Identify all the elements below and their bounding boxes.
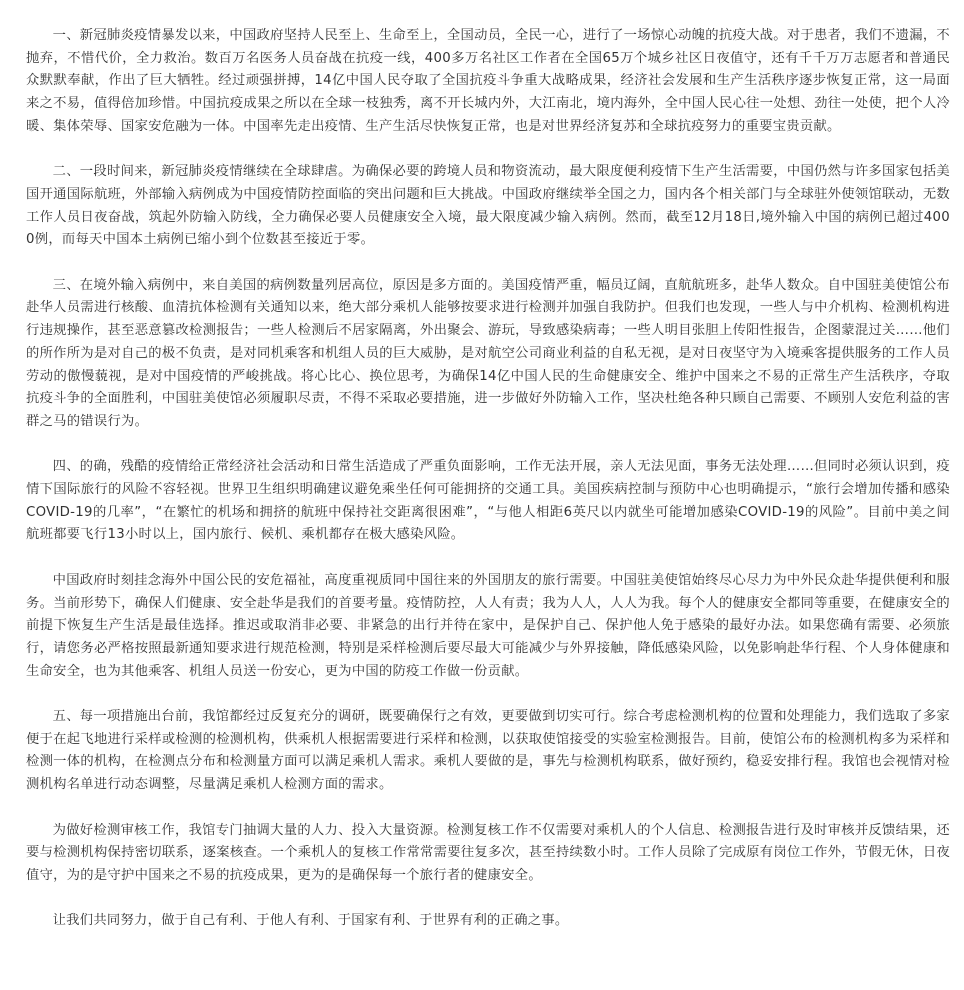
paragraph-8: 让我们共同努力，做于自己有利、于他人有利、于国家有利、于世界有利的正确之事。 — [52, 913, 569, 929]
paragraph-3: 三、在境外输入病例中，来自美国的病例数量列居高位，原因是多方面的。美国疫情严重，幅员辽阔，直航航班多，赴华人数众。自中国驻美使馆公布赴华人员需进行核酸、血清抗体检测有关通知以来，绝大部分乘机人能够按要求进行检测并加强自我防护。但我们也发现，一些人与中介机构、检测机构进行违规操作，甚至恶意篡改检测报告；一些人检测后不居家隔离，外出聚会、游玩，导致感染病毒；一些人明目张胆上传阳性报告，企图蒙混过关……他们的所作所为是对自己的极不负责，是对同机乘客和机组人员的巨大威胁，是对航空公司商业利益的自私无视，是对日夜坚守为入境乘客提供服务的工作人员劳动的傲慢藐视，是对中国疫情的严峻挑战。将心比心、换位思考，为确保14亿中国人民的生命健康安全、维护中国来之不易的正常生产生活秩序，夺取抗疫斗争的全面胜利，中国驻美使馆必须履职尽责，不得不采取必要措施，进一步做好外防输入工作，坚决杜绝各种只顾自己需要、不顾别人安危利益的害群之马的错误行为。 — [26, 277, 950, 429]
paragraph-1: 一、新冠肺炎疫情暴发以来，中国政府坚持人民至上、生命至上，全国动员，全民一心，进行了一场惊心动魄的抗疫大战。对于患者，我们不遗漏，不抛弃，不惜代价，全力救治。数百万名医务人员奋战在抗疫一线，400多万名社区工作者在全国65万个城乡社区日夜值守，还有千千万万志愿者和普通民众默默奉献，作出了巨大牺牲。经过顽强拼搏，14亿中国人民夺取了全国抗疫斗争重大战略成果，经济社会发展和生产生活秩序逐步恢复正常，这一局面来之不易，值得倍加珍惜。中国抗疫成果之所以在全球一枝独秀，离不开长城内外，大江南北，境内海外，全中国人民心往一处想、劲往一处使，把个人冷暖、集体荣辱、国家安危融为一体。中国率先走出疫情、生产生活尽快恢复正常，也是对世界经济复苏和全球抗疫努力的重要宝贵贡献。 — [26, 28, 950, 134]
paragraph-5: 中国政府时刻挂念海外中国公民的安危福祉，高度重视质同中国往来的外国朋友的旅行需要。中国驻美使馆始终尽心尽力为中外民众赴华提供便利和服务。当前形势下，确保人们健康、安全赴华是我们的首要考量。疫情防控，人人有责；我为人人，人人为我。每个人的健康安全都同等重要，在健康安全的前提下恢复生产生活是最佳选择。推迟或取消非必要、非紧急的出行并待在家中，是保护自己、保护他人免于感染的最好办法。如果您确有需要、必须旅行，请您务必严格按照最新通知要求进行规范检测，特别是采样检测后要尽最大可能减少与外界接触，降低感染风险，以免影响赴华行程、个人身体健康和生命安全，也为其他乘客、机组人员送一份安心，更为中国的防疫工作做一份贡献。 — [26, 572, 950, 679]
paragraph-7: 为做好检测审核工作，我馆专门抽调大量的人力、投入大量资源。检测复核工作不仅需要对乘机人的个人信息、检测报告进行及时审核并反馈结果，还要与检测机构保持密切联系，逐案核查。一个乘机人的复核工作常常需要往复多次，甚至持续数小时。工作人员除了完成原有岗位工作外，节假无休，日夜值守，为的是守护中国来之不易的抗疫成果，更为的是确保每一个旅行者的健康安全。 — [26, 822, 950, 883]
paragraph-6: 五、每一项措施出台前，我馆都经过反复充分的调研，既要确保行之有效，更要做到切实可行。综合考虑检测机构的位置和处理能力，我们选取了多家便于在起飞地进行采样或检测的检测机构，供乘机人根据需要进行采样和检测，以获取使馆接受的实验室检测报告。目前，使馆公布的检测机构多为采样和检测一体的机构，在检测点分布和检测量方面可以满足乘机人需求。乘机人要做的是，事先与检测机构联系，做好预约，稳妥安排行程。我馆也会视情对检测机构名单进行动态调整，尽量满足乘机人检测方面的需求。 — [26, 709, 950, 793]
paragraph-4: 四、的确，残酷的疫情给正常经济社会活动和日常生活造成了严重负面影响，工作无法开展，亲人无法见面，事务无法处理……但同时必须认识到，疫情下国际旅行的风险不容轻视。世界卫生组织明确建议避免乘坐任何可能拥挤的交通工具。美国疾病控制与预防中心也明确提示，“旅行会增加传播和感染COVID-19的几率”，“在繁忙的机场和拥挤的航班中保持社交距离很困难”，“与他人相距6英尺以内就坐可能增加感染COVID-19的风险”。目前中美之间航班都要飞行13小时以上，国内旅行、候机、乘机都存在极大感染风险。 — [26, 459, 950, 543]
paragraph-2: 二、一段时间来，新冠肺炎疫情继续在全球肆虐。为确保必要的跨境人员和物资流动，最大限度便利疫情下生产生活需要，中国仍然与许多国家包括美国开通国际航班，外部输入病例成为中国疫情防控面临的突出问题和巨大挑战。中国政府继续举全国之力，国内各个相关部门与全球驻外使领馆联动，无数工作人员日夜奋战，筑起外防输入防线，全力确保必要人员健康安全入境，最大限度减少输入病例。然而，截至12月18日,境外输入中国的病例已超过4000例，而每天中国本土病例已缩小到个位数甚至接近于零。 — [26, 164, 950, 248]
article-body — [0, 25, 950, 933]
